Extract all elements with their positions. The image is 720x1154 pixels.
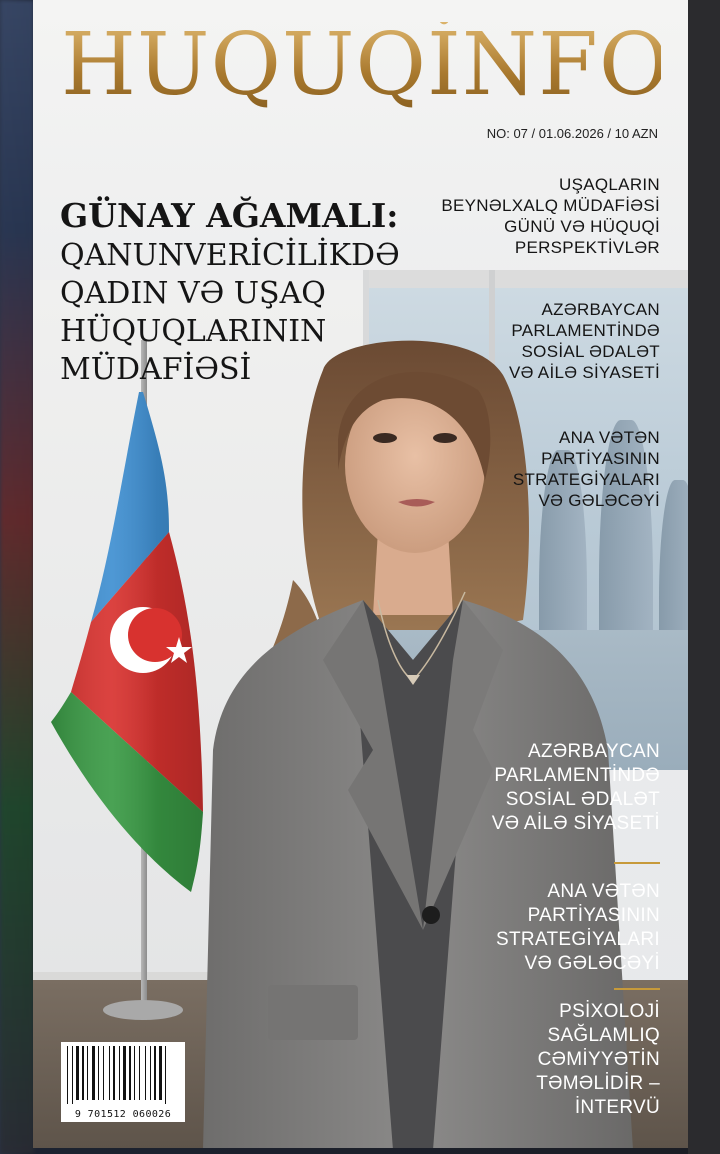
teaser-children-rights — [441, 175, 660, 259]
teaser-line: İNTERVÜ — [574, 1096, 660, 1118]
teaser-line: VƏ GƏLƏCƏYİ — [538, 490, 660, 510]
teaser-line: BEYNƏLXALQ MÜDAFİƏSİ — [441, 195, 660, 215]
blurred-right-edge — [688, 0, 720, 1154]
teaser-line: VƏ GƏLƏCƏYİ — [524, 952, 660, 974]
teaser-line: STRATEGİYALARI — [496, 928, 660, 950]
headline-subtitle — [60, 237, 400, 388]
barcode-bar — [113, 1046, 115, 1100]
teaser-line: GÜNÜ VƏ HÜQUQİ — [504, 216, 660, 236]
barcode-bar — [87, 1046, 88, 1100]
barcode-bar — [123, 1046, 126, 1100]
teaser-line: SOSİAL ƏDALƏT — [505, 788, 660, 810]
barcode-bar — [76, 1046, 79, 1100]
teaser-line: AZƏRBAYCAN — [527, 741, 660, 762]
teaser-line: TƏMƏLİDİR – — [536, 1072, 660, 1094]
teaser-party-bottom — [496, 880, 660, 976]
teaser-line: ANA VƏTƏN — [558, 428, 660, 447]
flag-stand — [103, 1000, 183, 1020]
barcode-bar — [92, 1046, 95, 1100]
cover-headline — [60, 198, 400, 388]
barcode-bar — [150, 1046, 151, 1100]
magazine-cover — [33, 0, 688, 1148]
teaser-line: STRATEGİYALARI — [512, 469, 660, 489]
barcode-bar — [119, 1046, 120, 1100]
barcode-bar — [67, 1046, 68, 1104]
gold-divider — [614, 862, 660, 864]
barcode-bar — [139, 1046, 140, 1100]
barcode-bar — [134, 1046, 135, 1100]
teaser-party-strategy — [513, 428, 660, 512]
teaser-line: SOSİAL ƏDALƏT — [521, 341, 660, 361]
teaser-line: UŞAQLARIN — [559, 175, 660, 194]
teaser-line: AZƏRBAYCAN — [541, 300, 660, 319]
headline-name: GÜNAY AĞAMALI: — [60, 196, 399, 235]
teaser-parliament — [509, 300, 660, 384]
teaser-psychology-interview — [536, 1000, 660, 1120]
barcode-bar — [103, 1046, 104, 1100]
barcode-bar — [159, 1046, 162, 1100]
teaser-line: CƏMİYYƏTİN — [537, 1048, 660, 1070]
issue-info: NO: 07 / 01.06.2026 / 10 AZN — [486, 126, 658, 141]
window-frame — [369, 270, 688, 288]
teaser-line: ANA VƏTƏN — [547, 881, 660, 902]
teaser-line: VƏ AİLƏ SİYASETİ — [491, 812, 660, 834]
teaser-line: PARLAMENTİNDƏ — [494, 764, 660, 786]
barcode-bar — [165, 1046, 166, 1104]
blurred-left-edge — [0, 0, 34, 1154]
gold-divider — [614, 988, 660, 990]
teaser-line: SAĞLAMLIQ — [547, 1024, 660, 1046]
barcode-bar — [129, 1046, 131, 1100]
flame-tower — [659, 480, 688, 650]
barcode — [61, 1042, 185, 1122]
headline-line: QANUNVERİCİLİKDƏ — [60, 238, 400, 274]
teaser-line: PARTİYASININ — [541, 448, 660, 468]
teaser-line: PERSPEKTİVLƏR — [514, 237, 660, 257]
barcode-bar — [154, 1046, 156, 1100]
teaser-parliament-bottom — [492, 740, 660, 836]
barcode-number: 9 701512 060026 — [74, 1109, 172, 1120]
barcode-icon — [65, 1046, 181, 1104]
teaser-line: PARTİYASININ — [527, 904, 660, 926]
barcode-bar — [82, 1046, 84, 1100]
teaser-line: PSİXOLOJİ — [559, 1001, 660, 1022]
teaser-line: PARLAMENTİNDƏ — [511, 320, 660, 340]
barcode-bar — [109, 1046, 110, 1100]
barcode-bar — [72, 1046, 73, 1104]
headline-line: QADIN VƏ UŞAQ — [60, 276, 326, 312]
barcode-bar — [98, 1046, 99, 1100]
barcode-bar — [145, 1046, 146, 1100]
magazine-masthead: HUQUQİNFO — [61, 15, 671, 115]
headline-line: HÜQUQLARININ — [60, 313, 327, 349]
teaser-line: VƏ AİLƏ SİYASETİ — [508, 362, 660, 382]
headline-line: MÜDAFİƏSİ — [60, 351, 252, 387]
